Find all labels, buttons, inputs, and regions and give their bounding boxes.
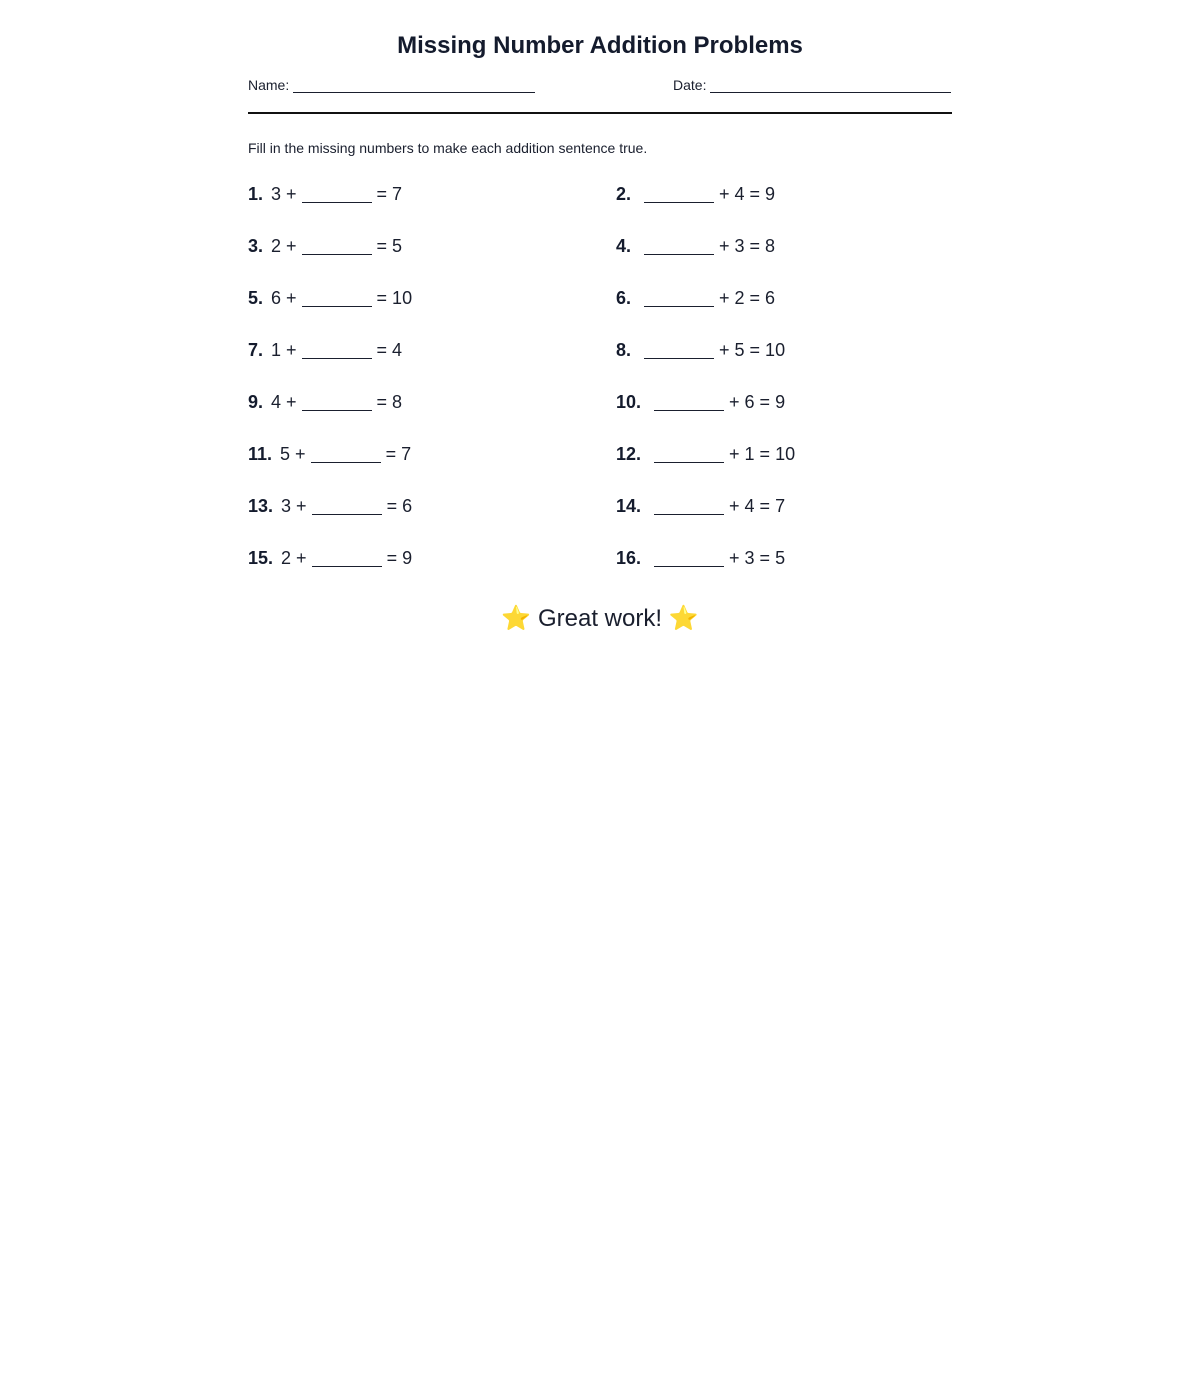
- problem-item: [616, 548, 785, 569]
- problem-item: [248, 184, 402, 205]
- problem-number: 12.: [616, 444, 642, 464]
- page-title: Missing Number Addition Problems: [397, 32, 803, 59]
- name-blank[interactable]: [293, 78, 535, 93]
- problem-number: 10.: [616, 392, 642, 412]
- problem-item: [248, 236, 402, 257]
- footer-text: Great work!: [537, 605, 663, 632]
- answer-blank[interactable]: [312, 496, 382, 515]
- name-label: Name:: [248, 77, 290, 93]
- problem-number: 11.: [248, 444, 273, 464]
- problem-right-term: = 10: [376, 288, 413, 308]
- problem-left-term: 2 +: [281, 548, 307, 568]
- problem-item: [248, 392, 402, 413]
- date-blank[interactable]: [710, 78, 951, 93]
- problem-item: [248, 548, 412, 569]
- problem-right-term: + 5 = 10: [719, 340, 786, 360]
- answer-blank[interactable]: [654, 392, 724, 411]
- problem-number: 3.: [248, 236, 264, 256]
- problem-number: 7.: [248, 340, 264, 360]
- star-icon: ⭐: [501, 605, 532, 632]
- problem-number: 4.: [616, 236, 632, 256]
- problem-right-term: + 4 = 9: [719, 184, 776, 204]
- name-field: [248, 77, 535, 93]
- problem-right-term: + 3 = 8: [719, 236, 776, 256]
- problem-right-term: + 4 = 7: [729, 496, 786, 516]
- answer-blank[interactable]: [644, 184, 714, 203]
- problem-item: [616, 444, 795, 465]
- problem-right-term: = 5: [376, 236, 403, 256]
- header-divider: [248, 112, 952, 114]
- problem-item: [616, 184, 775, 205]
- problem-item: [616, 288, 775, 309]
- problem-item: [616, 236, 775, 257]
- problem-item: [616, 496, 785, 517]
- problem-item: [248, 340, 402, 361]
- problem-left-term: 4 +: [271, 392, 297, 412]
- instructions: Fill in the missing numbers to make each addition sentence true.: [248, 140, 648, 156]
- answer-blank[interactable]: [302, 392, 372, 411]
- problem-item: [616, 392, 785, 413]
- problem-number: 9.: [248, 392, 264, 412]
- answer-blank[interactable]: [644, 236, 714, 255]
- problem-right-term: + 3 = 5: [729, 548, 786, 568]
- problem-number: 13.: [248, 496, 274, 516]
- answer-blank[interactable]: [654, 444, 724, 463]
- problem-left-term: 3 +: [271, 184, 297, 204]
- problem-left-term: 6 +: [271, 288, 297, 308]
- problem-left-term: 2 +: [271, 236, 297, 256]
- problem-item: [616, 340, 785, 361]
- answer-blank[interactable]: [654, 496, 724, 515]
- answer-blank[interactable]: [654, 548, 724, 567]
- problem-right-term: + 2 = 6: [719, 288, 776, 308]
- star-icon: ⭐: [668, 605, 699, 632]
- footer-message: [248, 604, 952, 633]
- answer-blank[interactable]: [312, 548, 382, 567]
- problem-number: 14.: [616, 496, 642, 516]
- problem-right-term: = 9: [386, 548, 413, 568]
- problem-number: 16.: [616, 548, 642, 568]
- answer-blank[interactable]: [302, 340, 372, 359]
- problem-right-term: = 7: [385, 444, 412, 464]
- problem-item: [248, 444, 411, 465]
- problem-left-term: 5 +: [280, 444, 306, 464]
- problem-left-term: 1 +: [271, 340, 297, 360]
- problem-right-term: = 7: [376, 184, 403, 204]
- problem-right-term: = 8: [376, 392, 403, 412]
- answer-blank[interactable]: [302, 184, 372, 203]
- answer-blank[interactable]: [302, 288, 372, 307]
- problem-number: 15.: [248, 548, 274, 568]
- date-label: Date:: [673, 77, 707, 93]
- date-field: [673, 77, 951, 93]
- problem-left-term: 3 +: [281, 496, 307, 516]
- problem-right-term: + 1 = 10: [729, 444, 796, 464]
- problem-number: 6.: [616, 288, 632, 308]
- problem-number: 1.: [248, 184, 264, 204]
- problem-right-term: + 6 = 9: [729, 392, 786, 412]
- problem-right-term: = 4: [376, 340, 403, 360]
- answer-blank[interactable]: [302, 236, 372, 255]
- answer-blank[interactable]: [311, 444, 381, 463]
- problem-item: [248, 496, 412, 517]
- problem-number: 2.: [616, 184, 632, 204]
- problem-number: 5.: [248, 288, 264, 308]
- answer-blank[interactable]: [644, 340, 714, 359]
- answer-blank[interactable]: [644, 288, 714, 307]
- problem-right-term: = 6: [386, 496, 413, 516]
- problem-item: [248, 288, 412, 309]
- problem-number: 8.: [616, 340, 632, 360]
